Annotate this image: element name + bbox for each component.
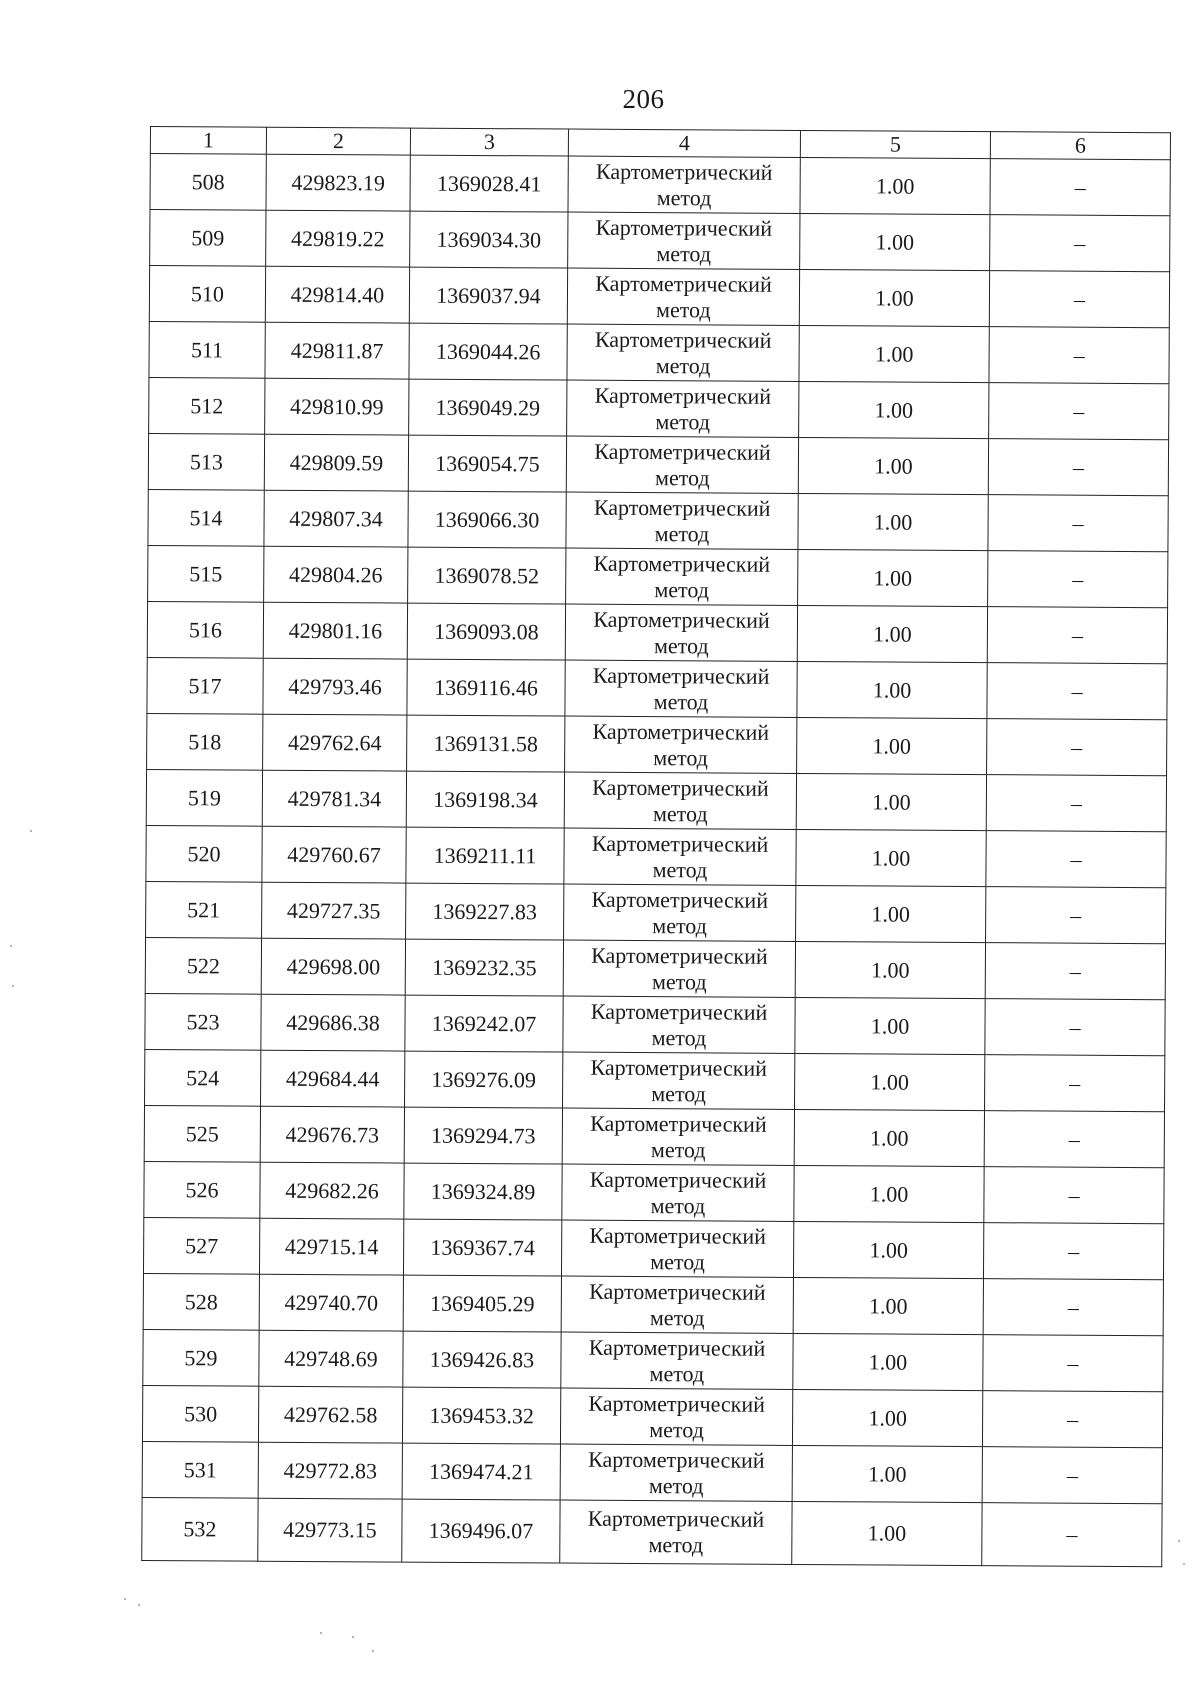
method-cell: [560, 1444, 792, 1501]
method-line-2: метод: [651, 1080, 706, 1106]
note-cell: –: [989, 327, 1169, 384]
method-cell: [568, 156, 800, 213]
point-number-cell: 525: [144, 1105, 260, 1162]
note-cell: –: [983, 1223, 1163, 1280]
table-row: [142, 1441, 1162, 1503]
table-row: [149, 321, 1169, 383]
column-header-3: 3: [410, 128, 568, 156]
y-coordinate-cell: 1369116.46: [407, 659, 565, 716]
method-cell: [564, 828, 796, 885]
method-line-2: метод: [651, 968, 707, 994]
point-number-cell: 520: [146, 825, 262, 882]
method-line-1: Картометрический: [594, 438, 771, 465]
y-coordinate-cell: 1369198.34: [406, 771, 564, 828]
method-line-2: метод: [653, 632, 709, 658]
method-line-2: метод: [650, 1248, 705, 1274]
accuracy-cell: 1.00: [800, 157, 990, 214]
method-cell: [565, 716, 797, 773]
method-cell: [564, 884, 796, 941]
method-cell: [566, 548, 798, 605]
x-coordinate-cell: 429686.38: [261, 994, 405, 1051]
note-cell: –: [983, 1335, 1163, 1392]
note-cell: –: [987, 607, 1167, 664]
table-row: [148, 545, 1168, 607]
method-cell: [564, 772, 796, 829]
table-row: [143, 1273, 1163, 1335]
accuracy-cell: 1.00: [794, 1109, 984, 1166]
method-line-1: Картометрический: [588, 1334, 766, 1361]
method-line-1: Картометрический: [591, 886, 769, 913]
x-coordinate-cell: 429810.99: [265, 378, 409, 435]
accuracy-cell: 1.00: [797, 717, 987, 774]
table-row: [149, 377, 1169, 439]
accuracy-cell: 1.00: [795, 941, 985, 998]
x-coordinate-cell: 429819.22: [266, 210, 410, 267]
method-line-2: метод: [649, 1304, 705, 1330]
x-coordinate-cell: 429804.26: [264, 546, 408, 603]
accuracy-cell: 1.00: [796, 773, 986, 830]
point-number-cell: 527: [143, 1217, 259, 1274]
y-coordinate-cell: 1369028.41: [410, 155, 568, 212]
note-cell: –: [985, 999, 1165, 1056]
y-coordinate-cell: 1369093.08: [407, 603, 565, 660]
table-row: [145, 1049, 1165, 1111]
accuracy-cell: 1.00: [795, 1053, 985, 1110]
method-line-2: метод: [653, 744, 709, 770]
table-row: [145, 937, 1165, 999]
scan-speck: [30, 830, 32, 832]
table-row: [146, 881, 1166, 943]
method-line-2: метод: [655, 352, 711, 378]
accuracy-cell: 1.00: [795, 997, 985, 1054]
accuracy-cell: 1.00: [792, 1501, 982, 1565]
method-cell: [561, 1220, 793, 1277]
x-coordinate-cell: 429773.15: [258, 1498, 402, 1562]
point-number-cell: 508: [150, 154, 266, 211]
y-coordinate-cell: 1369242.07: [405, 995, 563, 1052]
note-cell: –: [982, 1447, 1162, 1504]
page-number: 206: [622, 84, 665, 114]
method-line-1: Картометрический: [595, 214, 773, 241]
y-coordinate-cell: 1369078.52: [408, 547, 566, 604]
x-coordinate-cell: 429801.16: [263, 602, 407, 659]
x-coordinate-cell: 429809.59: [264, 434, 408, 491]
x-coordinate-cell: 429727.35: [262, 882, 406, 939]
method-line-2: метод: [652, 856, 708, 882]
method-cell: [561, 1276, 793, 1333]
note-cell: –: [982, 1503, 1162, 1567]
method-line-1: Картометрический: [590, 1054, 768, 1081]
note-cell: –: [990, 215, 1170, 272]
method-line-2: метод: [649, 1416, 704, 1442]
method-line-1: Картометрический: [591, 830, 769, 857]
x-coordinate-cell: 429762.58: [258, 1386, 402, 1443]
table-row: [146, 769, 1166, 831]
method-line-2: метод: [648, 1532, 704, 1558]
accuracy-cell: 1.00: [793, 1277, 983, 1334]
method-line-1: Картометрический: [594, 326, 772, 353]
note-cell: –: [990, 159, 1170, 216]
coordinates-table: [141, 126, 1171, 1567]
point-number-cell: 529: [143, 1329, 259, 1386]
method-line-2: метод: [654, 576, 710, 602]
accuracy-cell: 1.00: [796, 885, 986, 942]
y-coordinate-cell: 1369044.26: [409, 323, 567, 380]
accuracy-cell: 1.00: [793, 1221, 983, 1278]
point-number-cell: 516: [147, 601, 263, 658]
point-number-cell: 519: [146, 769, 262, 826]
method-line-1: Картометрический: [593, 606, 770, 633]
method-line-2: метод: [654, 464, 710, 490]
x-coordinate-cell: 429684.44: [261, 1050, 405, 1107]
scan-speck: [320, 1632, 322, 1634]
point-number-cell: 528: [143, 1273, 259, 1330]
scan-speck: [352, 1636, 354, 1638]
point-number-cell: 510: [149, 266, 265, 323]
table-row: [148, 433, 1168, 495]
table-row: [143, 1329, 1163, 1391]
table-row: [144, 1161, 1164, 1223]
method-line-1: Картометрический: [595, 158, 773, 185]
method-line-2: метод: [650, 1136, 706, 1162]
method-line-1: Картометрический: [594, 382, 772, 409]
y-coordinate-cell: 1369324.89: [404, 1163, 562, 1220]
note-cell: –: [989, 383, 1169, 440]
y-coordinate-cell: 1369496.07: [402, 1499, 560, 1563]
x-coordinate-cell: 429762.64: [263, 714, 407, 771]
method-line-1: Картометрический: [588, 1446, 765, 1473]
table-body: [142, 154, 1171, 1567]
x-coordinate-cell: 429760.67: [262, 826, 406, 883]
method-line-1: Картометрический: [589, 1222, 767, 1249]
x-coordinate-cell: 429781.34: [262, 770, 406, 827]
accuracy-cell: 1.00: [794, 1165, 984, 1222]
accuracy-cell: 1.00: [793, 1333, 983, 1390]
method-cell: [560, 1388, 792, 1445]
method-line-2: метод: [655, 408, 711, 434]
y-coordinate-cell: 1369054.75: [408, 435, 566, 492]
method-line-2: метод: [652, 912, 707, 938]
method-line-1: Картометрический: [589, 1278, 766, 1305]
method-line-1: Картометрический: [590, 998, 768, 1025]
method-line-1: Картометрический: [592, 662, 770, 689]
method-cell: [562, 1164, 794, 1221]
method-line-1: Картометрический: [590, 1110, 767, 1137]
point-number-cell: 511: [149, 321, 265, 378]
note-cell: –: [985, 1055, 1165, 1112]
point-number-cell: 514: [148, 489, 264, 546]
x-coordinate-cell: 429793.46: [263, 658, 407, 715]
y-coordinate-cell: 1369049.29: [409, 379, 567, 436]
method-line-2: метод: [652, 800, 708, 826]
method-line-1: Картометрический: [591, 942, 768, 969]
point-number-cell: 522: [145, 937, 261, 994]
x-coordinate-cell: 429740.70: [259, 1274, 403, 1331]
y-coordinate-cell: 1369276.09: [405, 1051, 563, 1108]
scan-speck: [10, 945, 12, 947]
accuracy-cell: 1.00: [799, 269, 989, 326]
y-coordinate-cell: 1369232.35: [405, 939, 563, 996]
method-line-2: метод: [648, 1472, 704, 1498]
table-row: [146, 825, 1166, 887]
method-cell: [567, 324, 799, 381]
y-coordinate-cell: 1369227.83: [406, 883, 564, 940]
method-line-1: Картометрический: [589, 1166, 767, 1193]
scan-speck: [138, 1604, 140, 1606]
note-cell: –: [984, 1167, 1164, 1224]
accuracy-cell: 1.00: [792, 1389, 982, 1446]
note-cell: –: [989, 271, 1169, 328]
x-coordinate-cell: 429814.40: [265, 266, 409, 323]
x-coordinate-cell: 429823.19: [266, 154, 410, 211]
table-row: [148, 489, 1168, 551]
note-cell: –: [987, 719, 1167, 776]
accuracy-cell: 1.00: [798, 437, 988, 494]
accuracy-cell: 1.00: [798, 493, 988, 550]
column-header-6: 6: [990, 132, 1170, 160]
method-cell: [565, 604, 797, 661]
method-line-1: Картометрический: [593, 550, 771, 577]
method-cell: [563, 1052, 795, 1109]
column-header-2: 2: [266, 127, 410, 155]
y-coordinate-cell: 1369066.30: [408, 491, 566, 548]
scan-speck: [12, 985, 14, 987]
point-number-cell: 531: [142, 1441, 258, 1498]
note-cell: –: [988, 551, 1168, 608]
method-cell: [561, 1332, 793, 1389]
point-number-cell: 509: [150, 210, 266, 267]
x-coordinate-cell: 429682.26: [260, 1162, 404, 1219]
method-line-1: Картометрический: [588, 1390, 766, 1417]
note-cell: –: [985, 943, 1165, 1000]
x-coordinate-cell: 429698.00: [261, 938, 405, 995]
column-header-4: 4: [568, 129, 800, 157]
table-row: [142, 1497, 1162, 1566]
accuracy-cell: 1.00: [800, 213, 990, 270]
y-coordinate-cell: 1369211.11: [406, 827, 564, 884]
table-row: [149, 266, 1169, 328]
method-cell: [563, 996, 795, 1053]
table-row: [142, 1385, 1162, 1447]
note-cell: –: [987, 663, 1167, 720]
accuracy-cell: 1.00: [797, 605, 987, 662]
method-line-2: метод: [654, 520, 710, 546]
x-coordinate-cell: 429748.69: [259, 1330, 403, 1387]
y-coordinate-cell: 1369405.29: [403, 1275, 561, 1332]
method-line-2: метод: [653, 688, 709, 714]
note-cell: –: [986, 887, 1166, 944]
point-number-cell: 532: [142, 1497, 258, 1561]
method-cell: [567, 380, 799, 437]
method-line-1: Картометрический: [595, 270, 772, 297]
y-coordinate-cell: 1369367.74: [403, 1219, 561, 1276]
accuracy-cell: 1.00: [798, 549, 988, 606]
x-coordinate-cell: 429807.34: [264, 490, 408, 547]
method-cell: [562, 1108, 794, 1165]
accuracy-cell: 1.00: [799, 381, 989, 438]
y-coordinate-cell: 1369474.21: [402, 1443, 560, 1500]
method-cell: [566, 436, 798, 493]
note-cell: –: [984, 1111, 1164, 1168]
note-cell: –: [986, 775, 1166, 832]
y-coordinate-cell: 1369294.73: [404, 1107, 562, 1164]
scan-speck: [372, 1650, 374, 1652]
table-row: [147, 713, 1167, 775]
method-cell: [568, 212, 800, 269]
point-number-cell: 526: [144, 1161, 260, 1218]
note-cell: –: [988, 439, 1168, 496]
method-line-1: Картометрический: [592, 718, 770, 745]
y-coordinate-cell: 1369131.58: [407, 715, 565, 772]
note-cell: –: [988, 495, 1168, 552]
method-cell: [560, 1500, 792, 1564]
method-line-2: метод: [656, 296, 711, 322]
note-cell: –: [986, 831, 1166, 888]
accuracy-cell: 1.00: [796, 829, 986, 886]
method-cell: [563, 940, 795, 997]
point-number-cell: 513: [148, 433, 264, 490]
column-header-5: 5: [800, 130, 990, 158]
table-row: [144, 1105, 1164, 1167]
note-cell: –: [982, 1391, 1162, 1448]
table-row: [150, 154, 1170, 216]
x-coordinate-cell: 429715.14: [259, 1218, 403, 1275]
point-number-cell: 530: [142, 1385, 258, 1442]
x-coordinate-cell: 429811.87: [265, 322, 409, 379]
method-line-2: метод: [656, 240, 712, 266]
method-cell: [567, 268, 799, 325]
y-coordinate-cell: 1369426.83: [403, 1331, 561, 1388]
table-row: [145, 993, 1165, 1055]
method-cell: [566, 492, 798, 549]
point-number-cell: 521: [146, 881, 262, 938]
method-line-2: метод: [656, 184, 712, 210]
scan-speck: [124, 1598, 126, 1600]
x-coordinate-cell: 429772.83: [258, 1442, 402, 1499]
method-line-2: метод: [650, 1192, 706, 1218]
point-number-cell: 523: [145, 993, 261, 1050]
accuracy-cell: 1.00: [797, 661, 987, 718]
method-line-2: метод: [651, 1024, 707, 1050]
point-number-cell: 524: [145, 1049, 261, 1106]
table-row: [143, 1217, 1163, 1279]
table-row: [147, 657, 1167, 719]
point-number-cell: 515: [148, 545, 264, 602]
method-line-1: Картометрический: [593, 494, 771, 521]
scan-speck: [1178, 1540, 1180, 1542]
y-coordinate-cell: 1369037.94: [409, 267, 567, 324]
scan-speck: [1183, 1563, 1185, 1565]
method-line-2: метод: [649, 1360, 705, 1386]
method-cell: [565, 660, 797, 717]
point-number-cell: 518: [147, 713, 263, 770]
accuracy-cell: 1.00: [799, 325, 989, 382]
point-number-cell: 517: [147, 657, 263, 714]
table-row: [147, 601, 1167, 663]
method-line-1: Картометрический: [587, 1505, 765, 1532]
point-number-cell: 512: [149, 377, 265, 434]
method-line-1: Картометрический: [592, 774, 769, 801]
column-header-1: 1: [150, 127, 266, 155]
y-coordinate-cell: 1369034.30: [410, 211, 568, 268]
accuracy-cell: 1.00: [792, 1445, 982, 1502]
x-coordinate-cell: 429676.73: [260, 1106, 404, 1163]
y-coordinate-cell: 1369453.32: [402, 1387, 560, 1444]
table-row: [150, 210, 1170, 272]
note-cell: –: [983, 1279, 1163, 1336]
